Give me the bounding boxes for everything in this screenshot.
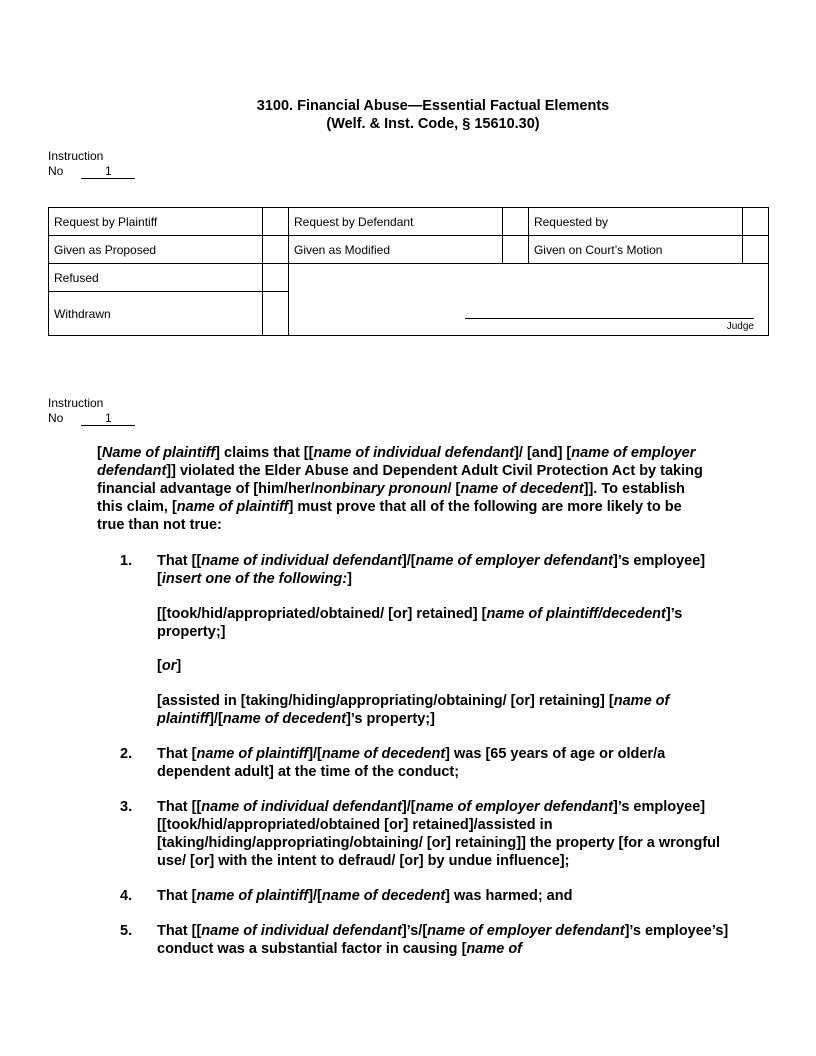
element-1-option-b: [157, 692, 737, 728]
no-label: No: [48, 411, 64, 425]
text-run: ]/[: [308, 888, 322, 904]
given-on-courts-motion-box[interactable]: [742, 236, 768, 264]
element-1-option-a: [157, 605, 737, 641]
text-run: ]: [347, 571, 352, 587]
instruction-no-row: [48, 411, 135, 426]
text-run: ]’s property;]: [346, 711, 435, 727]
title-line-2: (Welf. & Inst. Code, § 15610.30): [326, 116, 540, 132]
placeholder-text: name of employer defendant: [415, 553, 613, 569]
given-as-proposed-box[interactable]: [263, 236, 289, 264]
given-as-modified-box[interactable]: [503, 236, 529, 264]
text-run: ]/ [and] [: [514, 445, 572, 461]
placeholder-text: name of plaintiff: [176, 499, 289, 515]
instruction-disposition-table: [48, 207, 769, 336]
element-text: [157, 922, 737, 958]
text-run: ]’s/[: [401, 923, 428, 939]
text-run: ]’s property;]: [157, 606, 683, 640]
instruction-label: Instruction: [48, 149, 104, 163]
judge-label: Judge: [726, 321, 754, 332]
placeholder-text: name of plaintiff: [196, 746, 309, 762]
placeholder-text: name of individual defendant: [201, 923, 402, 939]
element-text: [157, 887, 737, 905]
text-run: [assisted in [taking/hiding/appropriating/obtaining/ [or] retaining] [: [157, 693, 614, 709]
placeholder-text: name of plaintiff: [196, 888, 309, 904]
element-text: [157, 745, 737, 781]
placeholder-text: name of plaintiff/decedent: [486, 606, 666, 622]
text-run: That [[: [157, 923, 202, 939]
placeholder-text: name of decedent: [460, 481, 584, 497]
judge-signature-area: [288, 264, 768, 336]
instruction-number: 1: [81, 165, 135, 179]
placeholder-text: nonbinary pronoun: [314, 481, 448, 497]
placeholder-text: name of: [466, 941, 522, 957]
instruction-number: 1: [81, 412, 135, 426]
given-as-proposed-label: Given as Proposed: [49, 236, 263, 264]
text-run: ]’s employee] [: [157, 553, 706, 587]
text-run: ]/[: [401, 553, 416, 569]
placeholder-text: insert one of the following:: [161, 571, 348, 587]
element-number: 4.: [120, 888, 133, 904]
element-number: 2.: [120, 746, 133, 762]
text-run: ]: [176, 658, 182, 674]
element-number: 5.: [120, 923, 133, 939]
placeholder-text: name of employer defendant: [415, 799, 613, 815]
text-run: [: [97, 445, 102, 461]
withdrawn-label: Withdrawn: [49, 292, 263, 336]
text-run: ]’s employee] [[took/hid/appropriated/obtained [or] retained]/assisted in [taking/hiding/appropriating/obtaining/ [or] retaining]] the property [for a wrongful use/ [or] with the intent to defraud/ [or] by undue influence];: [157, 799, 721, 869]
text-run: ] was [65 years of age or older/a dependent adult] at the time of the conduct;: [157, 746, 666, 780]
request-by-defendant-box[interactable]: [503, 208, 529, 236]
text-run: That [: [157, 746, 197, 762]
given-on-courts-motion-label: Given on Court’s Motion: [528, 236, 742, 264]
text-run: ]/[: [209, 711, 223, 727]
request-by-plaintiff-label: Request by Plaintiff: [49, 208, 263, 236]
text-run: ]’s employee’s] conduct was a substantial factor in causing [: [157, 923, 729, 957]
text-run: ] claims that [[: [215, 445, 314, 461]
text-run: [: [157, 658, 162, 674]
text-run: That [[: [157, 553, 202, 569]
judge-signature-line[interactable]: [465, 318, 754, 319]
element-1-or: [157, 657, 737, 675]
refused-label: Refused: [49, 264, 263, 292]
placeholder-text: name of individual defendant: [201, 553, 402, 569]
text-run: ]/[: [308, 746, 322, 762]
instruction-number-block-top: [48, 149, 135, 179]
text-run: ]] violated the Elder Abuse and Dependent Adult Civil Protection Act by taking financial advantage of [him/her/: [97, 463, 703, 497]
text-run: ]/[: [401, 799, 416, 815]
element-text: [157, 552, 737, 588]
text-run: That [[: [157, 799, 202, 815]
withdrawn-box[interactable]: [263, 292, 289, 336]
placeholder-text: name of decedent: [321, 746, 446, 762]
requested-by-box[interactable]: [742, 208, 768, 236]
placeholder-text: name of employer defendant: [97, 445, 696, 479]
placeholder-text: name of plaintiff: [157, 693, 670, 727]
request-by-defendant-label: Request by Defendant: [288, 208, 502, 236]
instruction-number-block-body: [48, 396, 135, 426]
request-by-plaintiff-box[interactable]: [263, 208, 289, 236]
placeholder-text: Name of plaintiff: [101, 445, 216, 461]
text-run: [[took/hid/appropriated/obtained/ [or] retained] [: [157, 606, 487, 622]
refused-box[interactable]: [263, 264, 289, 292]
placeholder-text: name of individual defendant: [201, 799, 402, 815]
text-run: / [: [447, 481, 461, 497]
element-text: [157, 798, 737, 870]
element-number: 3.: [120, 799, 133, 815]
instruction-label: Instruction: [48, 396, 104, 410]
placeholder-text: or: [161, 658, 177, 674]
placeholder-text: name of decedent: [321, 888, 446, 904]
page-title: [0, 97, 816, 133]
text-run: ] was harmed; and: [445, 888, 573, 904]
no-label: No: [48, 164, 64, 178]
given-as-modified-label: Given as Modified: [288, 236, 502, 264]
text-run: ]]. To establish this claim, [: [97, 481, 685, 515]
placeholder-text: name of decedent: [222, 711, 347, 727]
intro-paragraph: [97, 444, 712, 534]
element-number: 1.: [120, 553, 133, 569]
text-run: ] must prove that all of the following are more likely to be true than not true:: [97, 499, 682, 533]
instruction-no-row: [48, 164, 135, 179]
text-run: That [: [157, 888, 197, 904]
placeholder-text: name of employer defendant: [427, 923, 625, 939]
requested-by-label: Requested by: [528, 208, 742, 236]
placeholder-text: name of individual defendant: [313, 445, 515, 461]
title-line-1: 3100. Financial Abuse—Essential Factual Elements: [256, 98, 610, 114]
